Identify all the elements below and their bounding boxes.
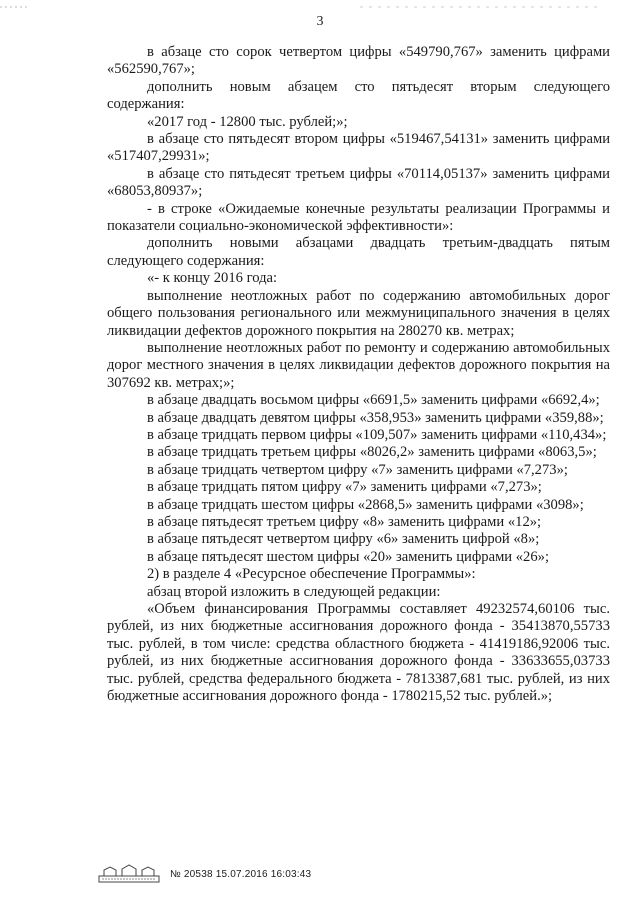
paragraph: в абзаце сто сорок четвертом цифры «549790,767» заменить цифрами «562590,767»; xyxy=(107,44,610,78)
paragraph: в абзаце тридцать пятом цифру «7» заменить цифрами «7,273»; xyxy=(147,479,542,496)
registration-footer xyxy=(98,862,398,886)
paragraph: в абзаце двадцать девятом цифры «358,953» заменить цифрами «359,88»; xyxy=(147,409,604,426)
paragraph: «Объем финансирования Программы составляет 49232574,60106 тыс. рублей, из них бюджетные ассигнования дорожного фонда - 35413870,55733 тыс. рублей, в том числе: средства областного бюджета - 41419186,92006 тыс. рублей, из них бюджетные ассигнования дорожного фонда - 33633655,03733 тыс. рублей, средства федерального бюджета - 7813387,681 тыс. рублей, из них бюджетные ассигнования дорожного фонда - 1780215,52 тыс. рублей.»; xyxy=(107,601,610,705)
page-number: 3 xyxy=(316,14,324,29)
paragraph: выполнение неотложных работ по ремонту и содержанию автомобильных дорог местного значения в целях ликвидации дефектов дорожного покрытия на 307692 кв. метрах;»; xyxy=(107,339,610,391)
paragraph: в абзаце тридцать шестом цифры «2868,5» заменить цифрами «3098»; xyxy=(147,496,584,513)
paragraph: выполнение неотложных работ по содержанию автомобильных дорог общего пользования регионального или межмуниципального значения в целях ликвидации дефектов дорожного покрытия на 280270 кв. метрах; xyxy=(107,287,610,339)
registration-number: № 20538 15.07.2016 16:03:43 xyxy=(170,868,312,880)
emblem-stamp-icon xyxy=(98,864,160,884)
paragraph: в абзаце сто пятьдесят втором цифры «519467,54131» заменить цифрами «517407,29931»; xyxy=(107,131,610,165)
paragraph: в абзаце тридцать четвертом цифру «7» заменить цифрами «7,273»; xyxy=(147,461,568,478)
scan-artifacts xyxy=(0,4,640,10)
paragraph: в абзаце тридцать третьем цифры «8026,2» заменить цифрами «8063,5»; xyxy=(147,444,597,461)
document-body xyxy=(107,44,610,705)
paragraph: дополнить новыми абзацами двадцать третьим-двадцать пятым следующего содержания: xyxy=(107,235,610,269)
paragraph: «- к концу 2016 года: xyxy=(147,270,278,287)
paragraph: в абзаце пятьдесят шестом цифры «20» заменить цифрами «26»; xyxy=(147,548,550,565)
paragraph: абзац второй изложить в следующей редакции: xyxy=(147,583,441,600)
paragraph: 2) в разделе 4 «Ресурсное обеспечение Программы»: xyxy=(147,566,476,583)
paragraph: в абзаце пятьдесят третьем цифру «8» заменить цифрами «12»; xyxy=(147,513,542,530)
paragraph: «2017 год - 12800 тыс. рублей;»; xyxy=(147,113,348,130)
paragraph: в абзаце двадцать восьмом цифры «6691,5» заменить цифрами «6692,4»; xyxy=(147,392,600,409)
paragraph: дополнить новым абзацем сто пятьдесят вторым следующего содержания: xyxy=(107,78,610,113)
paragraph: в абзаце пятьдесят четвертом цифру «6» заменить цифрой «8»; xyxy=(147,531,540,548)
paragraph: в абзаце тридцать первом цифры «109,507» заменить цифрами «110,434»; xyxy=(147,426,607,443)
paragraph: в абзаце сто пятьдесят третьем цифры «70114,05137» заменить цифрами «68053,80937»; xyxy=(107,165,610,200)
paragraph: - в строке «Ожидаемые конечные результаты реализации Программы и показатели социально-экономической эффективности»: xyxy=(107,200,610,235)
